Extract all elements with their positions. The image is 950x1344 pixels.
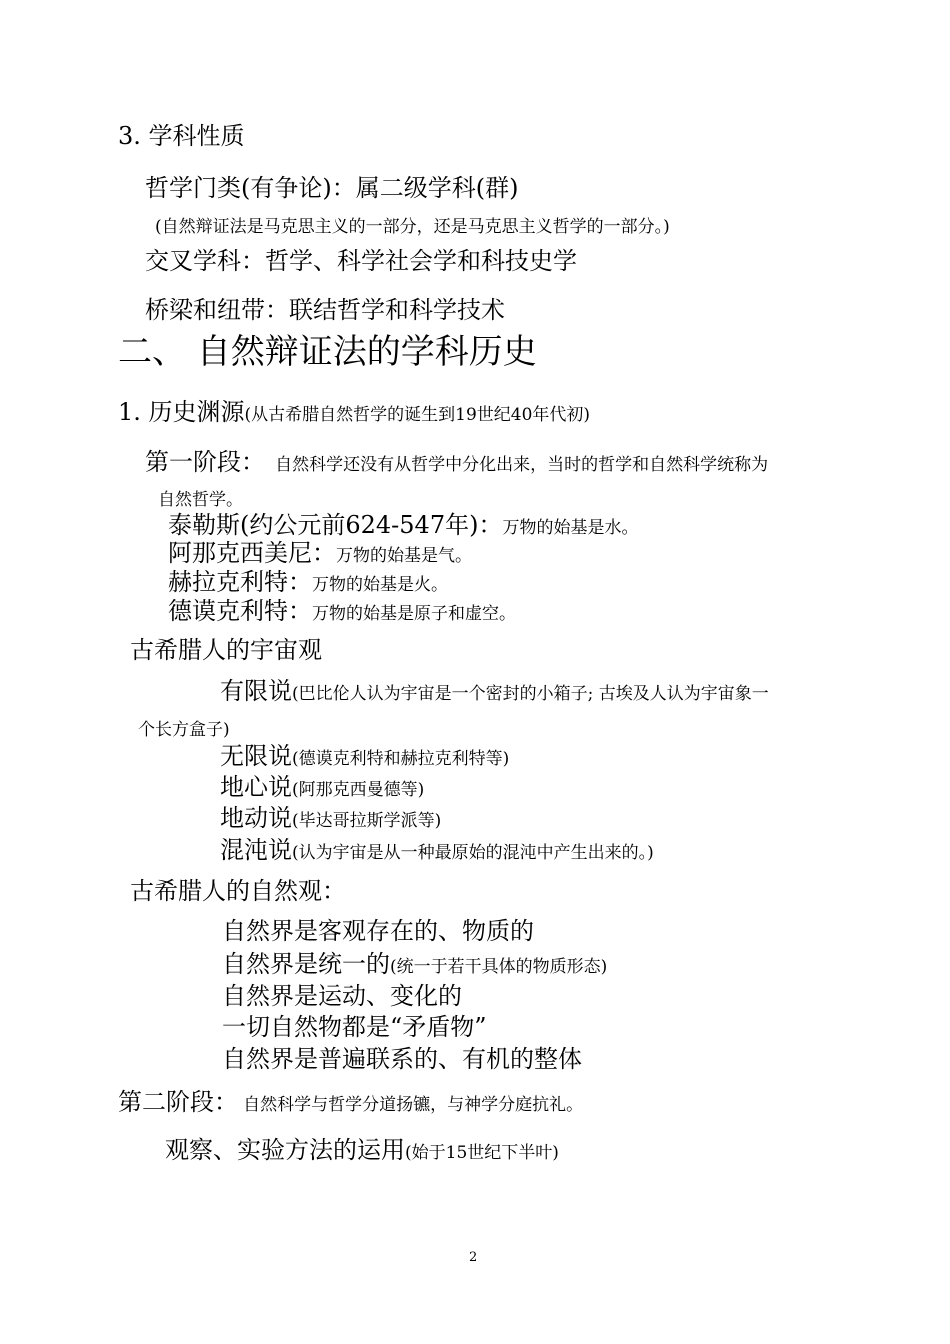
philosopher-view: 万物的始基是水。	[502, 518, 639, 538]
cosmos-term: 无限说	[220, 742, 292, 770]
cosmos-note: (认为宇宙是从一种最原始的混沌中产生出来的。)	[292, 843, 654, 863]
cosmos-item	[220, 838, 654, 862]
philosopher-name: 泰勒斯(约公元前624-547年)：	[168, 511, 503, 539]
philosopher-view: 万物的始基是火。	[312, 575, 448, 595]
cosmos-term: 混沌说	[220, 836, 292, 864]
bridge-discipline: 桥梁和纽带：联结哲学和科学技术	[145, 296, 505, 324]
nature-text: 一切自然物都是“矛盾物”	[222, 1013, 487, 1041]
philosopher-view: 万物的始基是原子和虚空。	[312, 604, 516, 624]
stage-two-label: 第二阶段：	[118, 1088, 238, 1116]
discipline-category: 哲学门类(有争论)：属二级学科(群)	[145, 174, 519, 202]
section-3-title: 3. 学科性质	[118, 122, 245, 150]
cross-discipline: 交叉学科：哲学、科学社会学和科技史学	[145, 247, 577, 275]
nature-text: 自然界是运动、变化的	[222, 982, 462, 1010]
philosopher-name: 德谟克利特：	[168, 597, 312, 625]
stage-one-text: 自然科学还没有从哲学中分化出来，当时的哲学和自然科学统称为	[275, 455, 769, 475]
section-heading-2: 二、 自然辩证法的学科历史	[118, 332, 537, 372]
cosmos-note: (巴比伦人认为宇宙是一个密封的小箱子; 古埃及人认为宇宙象一	[292, 684, 769, 704]
history-origin-note: (从古希腊自然哲学的诞生到19世纪40年代初)	[244, 405, 591, 425]
nature-item	[222, 984, 462, 1008]
philosopher-name: 赫拉克利特：	[168, 568, 312, 596]
nature-item	[222, 1015, 487, 1039]
philosopher-row	[168, 599, 516, 623]
cosmos-note: (毕达哥拉斯学派等)	[292, 811, 442, 831]
method-note: (始于15世纪下半叶)	[405, 1143, 559, 1163]
philosopher-row	[168, 513, 638, 537]
cosmos-term: 有限说	[220, 677, 292, 705]
nature-text: 自然界是普遍联系的、有机的整体	[222, 1045, 582, 1073]
philosopher-row	[168, 570, 448, 594]
nature-text: 自然界是统一的	[222, 950, 390, 978]
cosmos-title: 古希腊人的宇宙观	[130, 636, 322, 664]
nature-item	[222, 919, 534, 943]
stage-one-label: 第一阶段：	[145, 448, 265, 476]
history-origin-title: 1. 历史渊源	[118, 398, 245, 426]
history-origin-heading	[118, 400, 590, 424]
stage-one-text-cont: 自然哲学。	[158, 490, 243, 510]
stage-two-text: 自然科学与哲学分道扬镳，与神学分庭抗礼。	[243, 1095, 584, 1115]
cosmos-item	[220, 806, 441, 830]
nature-note: (统一于若干具体的物质形态)	[390, 957, 608, 977]
cosmos-term: 地心说	[220, 773, 292, 801]
cosmos-item	[220, 744, 509, 768]
philosopher-name: 阿那克西美尼：	[168, 539, 336, 567]
philosopher-row	[168, 541, 472, 565]
nature-item	[222, 952, 607, 976]
stage-two	[118, 1090, 583, 1114]
method-line	[165, 1138, 559, 1162]
cosmos-term: 地动说	[220, 804, 292, 832]
cosmos-note-cont: 个长方盒子)	[138, 720, 230, 740]
cosmos-note: (阿那克西曼德等)	[292, 780, 425, 800]
nature-title: 古希腊人的自然观：	[130, 877, 346, 905]
method-text: 观察、实验方法的运用	[165, 1136, 405, 1164]
page-number: 2	[469, 1250, 478, 1265]
cosmos-item	[220, 775, 424, 799]
stage-one	[145, 450, 768, 474]
nature-item	[222, 1047, 582, 1071]
cosmos-note: (德谟克利特和赫拉克利特等)	[292, 749, 510, 769]
discipline-category-note: (自然辩证法是马克思主义的一部分，还是马克思主义哲学的一部分。)	[155, 217, 670, 237]
philosopher-view: 万物的始基是气。	[336, 546, 472, 566]
nature-text: 自然界是客观存在的、物质的	[222, 917, 534, 945]
cosmos-item	[220, 679, 769, 703]
